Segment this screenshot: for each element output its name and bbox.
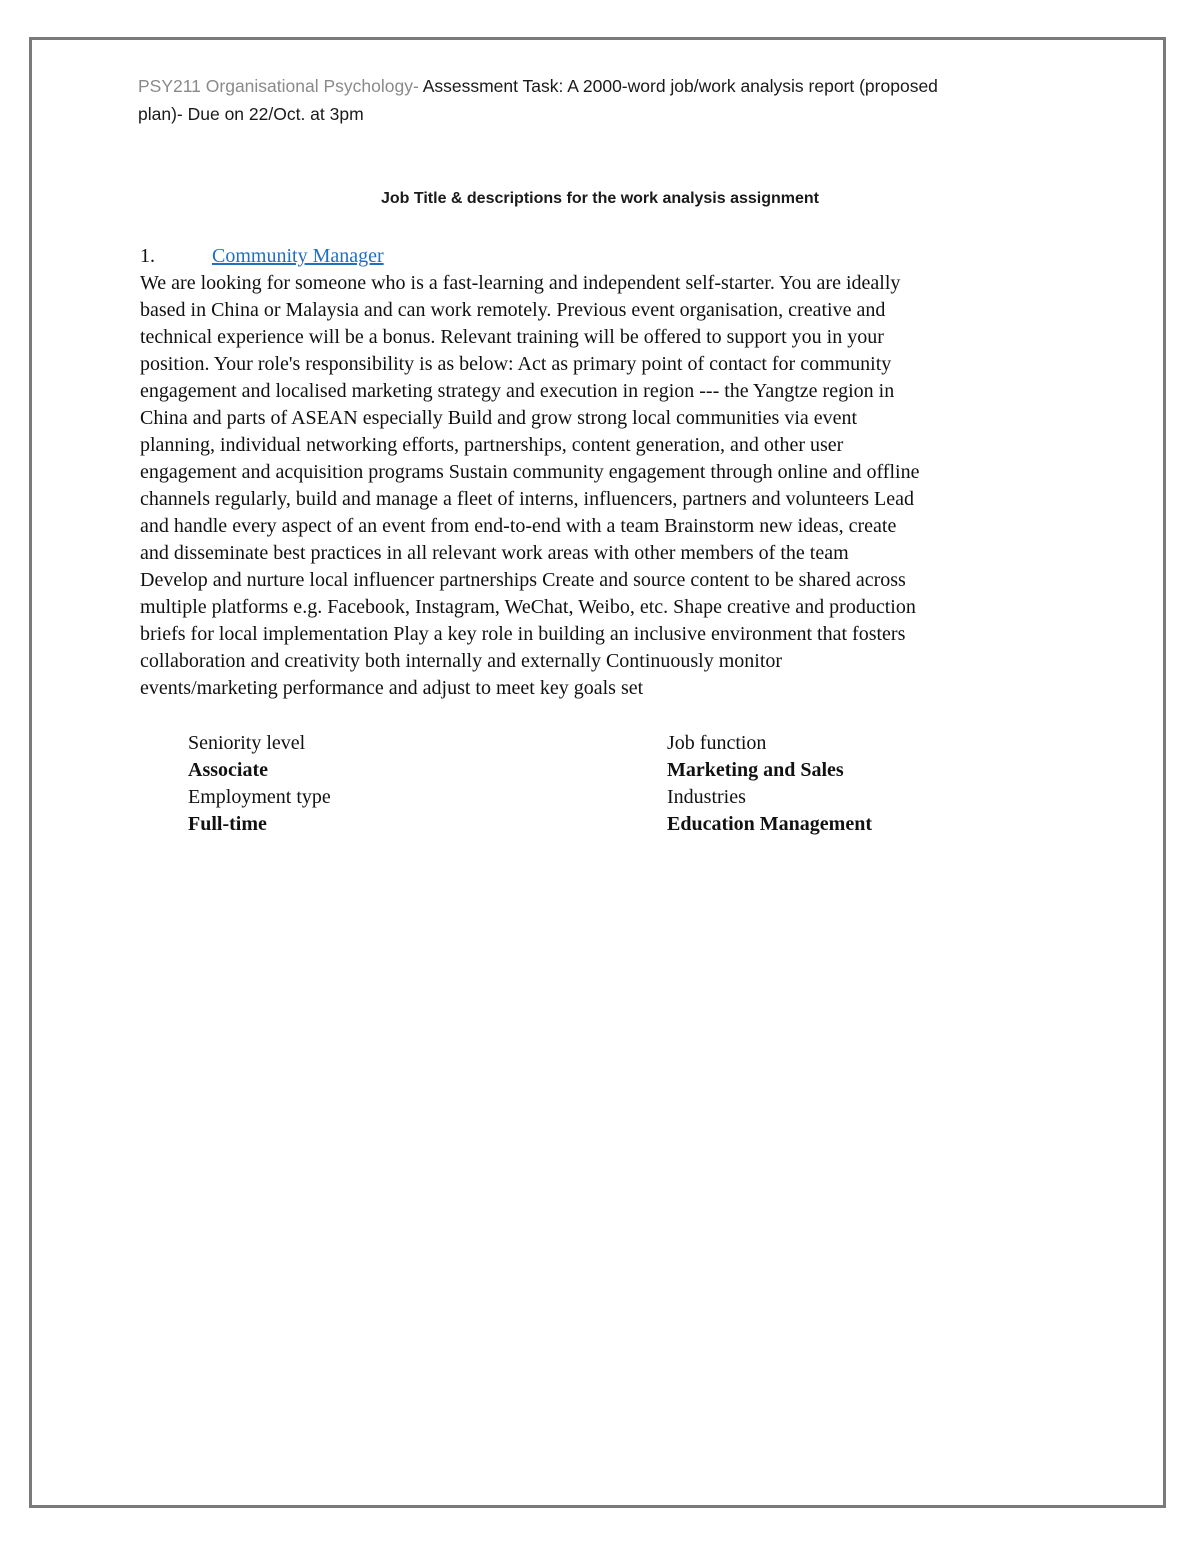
job-function-label: Job function [667,732,767,754]
description-line: channels regularly, build and manage a fleet of interns, influencers, partners and volunteers Lead [140,488,914,510]
description-line: briefs for local implementation Play a key role in building an inclusive environment that fosters [140,623,906,645]
course-name: PSY211 Organisational Psychology- [138,76,423,96]
description-line: planning, individual networking efforts, partnerships, content generation, and other user [140,434,844,456]
assessment-task: Assessment Task: A 2000-word job/work analysis report (proposed [422,76,938,96]
job-number: 1. [140,245,155,267]
employment-type-label: Employment type [188,786,331,808]
employment-type-value: Full-time [188,813,267,835]
job-description [140,270,1068,702]
description-line: engagement and acquisition programs Sustain community engagement through online and offline [140,461,920,483]
industries-label: Industries [667,786,746,808]
description-line: and disseminate best practices in all relevant work areas with other members of the team [140,542,849,564]
job-title-link[interactable]: Community Manager [212,245,384,267]
job-details-left [188,730,331,838]
seniority-label: Seniority level [188,732,306,754]
description-line: position. Your role's responsibility is as below: Act as primary point of contact for community [140,353,892,375]
industries-value: Education Management [667,813,872,835]
description-line: We are looking for someone who is a fast-learning and independent self-starter. You are ideally [140,272,901,294]
description-line: China and parts of ASEAN especially Build and grow strong local communities via event [140,407,858,429]
document-title: Job Title & descriptions for the work analysis assignment [380,190,820,207]
header-line-1 [138,72,1068,100]
job-details-right [667,730,872,838]
job-heading [140,243,384,269]
description-line: Develop and nurture local influencer partnerships Create and source content to be shared across [140,569,906,591]
due-date: plan)- Due on 22/Oct. at 3pm [138,104,364,124]
description-line: and handle every aspect of an event from end-to-end with a team Brainstorm new ideas, create [140,515,897,537]
description-line: events/marketing performance and adjust to meet key goals set [140,677,644,699]
description-line: multiple platforms e.g. Facebook, Instagram, WeChat, Weibo, etc. Shape creative and production [140,596,916,618]
description-line: technical experience will be a bonus. Relevant training will be offered to support you in your [140,326,884,348]
description-line: engagement and localised marketing strategy and execution in region --- the Yangtze region in [140,380,895,402]
description-line: based in China or Malaysia and can work remotely. Previous event organisation, creative and [140,299,886,321]
seniority-value: Associate [188,759,268,781]
document-header [138,72,1068,128]
job-function-value: Marketing and Sales [667,759,844,781]
description-line: collaboration and creativity both internally and externally Continuously monitor [140,650,783,672]
